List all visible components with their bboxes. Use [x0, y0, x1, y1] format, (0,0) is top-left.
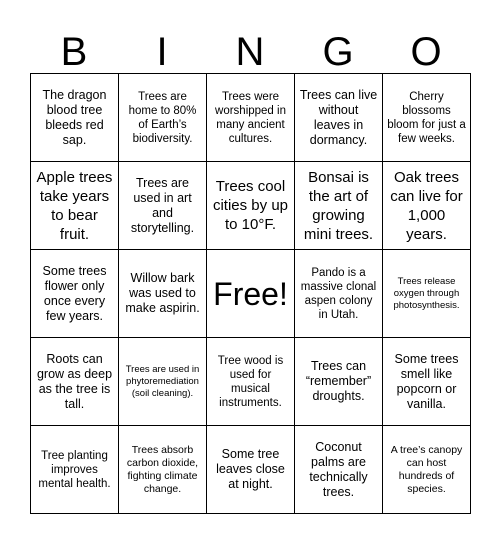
- cell-text: Roots can grow as deep as the tree is tall.: [36, 351, 113, 411]
- cell-text: Tree wood is used for musical instruments.: [217, 354, 284, 409]
- cell-text: Trees can “remember” droughts.: [305, 359, 372, 403]
- bingo-cell[interactable]: [31, 162, 119, 250]
- free-space-label: Free!: [213, 275, 288, 312]
- header-letter-i: I: [156, 30, 168, 74]
- bingo-cell[interactable]: [207, 74, 295, 162]
- bingo-cell[interactable]: [207, 338, 295, 426]
- cell-text: Oak trees can live for 1,000 years.: [390, 168, 463, 243]
- header-letter-o: O: [410, 30, 442, 74]
- bingo-cell[interactable]: [119, 250, 207, 338]
- cell-text: Pando is a massive clonal aspen colony in Utah.: [300, 266, 377, 321]
- bingo-cell[interactable]: [119, 162, 207, 250]
- cell-text: Trees release oxygen through photosynthesis.: [393, 275, 460, 311]
- bingo-cell[interactable]: [383, 74, 471, 162]
- cell-text: Apple trees take years to bear fruit.: [36, 168, 113, 243]
- bingo-cell[interactable]: [295, 338, 383, 426]
- header-letter-n: N: [235, 30, 265, 74]
- bingo-cell[interactable]: [295, 74, 383, 162]
- bingo-cell[interactable]: [31, 426, 119, 514]
- cell-text: Trees are used in phytoremediation (soil cleaning).: [125, 363, 200, 399]
- cell-text: Some tree leaves close at night.: [216, 447, 285, 491]
- bingo-cell[interactable]: [383, 250, 471, 338]
- bingo-cell[interactable]: [31, 250, 119, 338]
- bingo-cell[interactable]: [295, 162, 383, 250]
- bingo-cell[interactable]: [119, 426, 207, 514]
- bingo-cell[interactable]: [119, 338, 207, 426]
- cell-text: A tree’s canopy can host hundreds of species.: [390, 443, 463, 495]
- bingo-cell[interactable]: [207, 426, 295, 514]
- cell-text: Tree planting improves mental health.: [38, 449, 111, 490]
- bingo-cell[interactable]: [383, 162, 471, 250]
- cell-text: Trees are used in art and storytelling.: [130, 175, 195, 235]
- bingo-cell[interactable]: [31, 74, 119, 162]
- free-space[interactable]: [207, 250, 295, 338]
- bingo-grid: [30, 73, 471, 514]
- cell-text: Trees can live without leaves in dormancy.: [299, 87, 378, 147]
- bingo-cell[interactable]: [295, 426, 383, 514]
- bingo-cell[interactable]: [31, 338, 119, 426]
- bingo-cell[interactable]: [383, 338, 471, 426]
- cell-text: Trees cool cities by up to 10°F.: [212, 178, 289, 233]
- cell-text: The dragon blood tree bleeds red sap.: [42, 87, 107, 147]
- bingo-cell[interactable]: [119, 74, 207, 162]
- header-letter-g: G: [322, 30, 354, 74]
- cell-text: Bonsai is the art of growing mini trees.: [303, 168, 374, 243]
- cell-text: Willow bark was used to make aspirin.: [125, 271, 200, 315]
- cell-text: Some trees smell like popcorn or vanilla.: [394, 351, 459, 411]
- header-letter-b: B: [60, 30, 88, 74]
- cell-text: Trees absorb carbon dioxide, fighting climate change.: [126, 443, 199, 495]
- cell-text: Some trees flower only once every few years.: [42, 263, 107, 323]
- bingo-cell[interactable]: [295, 250, 383, 338]
- cell-text: Cherry blossoms bloom for just a few weeks.: [387, 90, 466, 145]
- cell-text: Trees were worshipped in many ancient cultures.: [215, 90, 286, 145]
- cell-text: Coconut palms are technically trees.: [309, 439, 368, 499]
- cell-text: Trees are home to 80% of Earth’s biodiversity.: [128, 90, 197, 145]
- bingo-cell[interactable]: [383, 426, 471, 514]
- bingo-cell[interactable]: [207, 162, 295, 250]
